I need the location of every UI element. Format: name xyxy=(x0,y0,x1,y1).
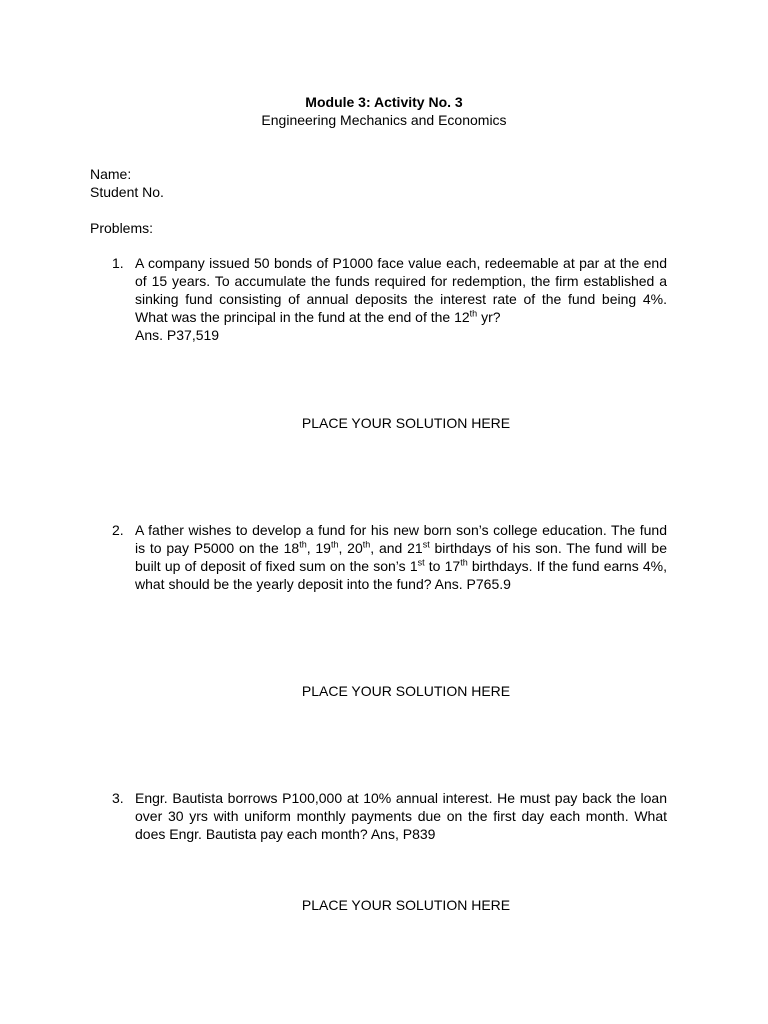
problem-text: Engr. Bautista borrows P100,000 at 10% annual interest. He must pay back the loan over 30 yrs with uniform monthly payments due on the first day each month. What does Engr. Bautista pay each month? Ans, P839 xyxy=(135,790,667,842)
problem-number: 3. xyxy=(112,790,124,806)
student-no-label: Student No. xyxy=(90,184,164,200)
problem-number: 1. xyxy=(112,255,124,271)
document-subtitle: Engineering Mechanics and Economics xyxy=(261,112,507,128)
problem-text: A company issued 50 bonds of P1000 face value each, redeemable at par at the end of 15 years. To accumulate the funds required for redemption, the firm established a sinking fund consisting of annual deposits the interest rate of the fund being 4%. What was the principal in the fund at the end of the 12th yr? Ans. P37,519 xyxy=(135,255,667,343)
problem-number: 2. xyxy=(112,522,124,538)
problem-text: A father wishes to develop a fund for his new born son’s college education. The fund is to pay P5000 on the 18th, 19th, 20th, and 21st birthdays of his son. The fund will be built up of deposit of fixed sum on the son’s 1st to 17th birthdays. If the fund earns 4%, what should be the yearly deposit into the fund? Ans. P765.9 xyxy=(135,522,668,592)
name-label: Name: xyxy=(90,166,132,182)
problems-heading: Problems: xyxy=(90,220,154,236)
solution-placeholder-3: PLACE YOUR SOLUTION HERE xyxy=(301,897,511,913)
problem-answer: Ans. P37,519 xyxy=(135,327,220,343)
solution-placeholder-2: PLACE YOUR SOLUTION HERE xyxy=(301,683,511,699)
document-title: Module 3: Activity No. 3 xyxy=(305,94,463,110)
solution-placeholder-1: PLACE YOUR SOLUTION HERE xyxy=(301,415,511,431)
